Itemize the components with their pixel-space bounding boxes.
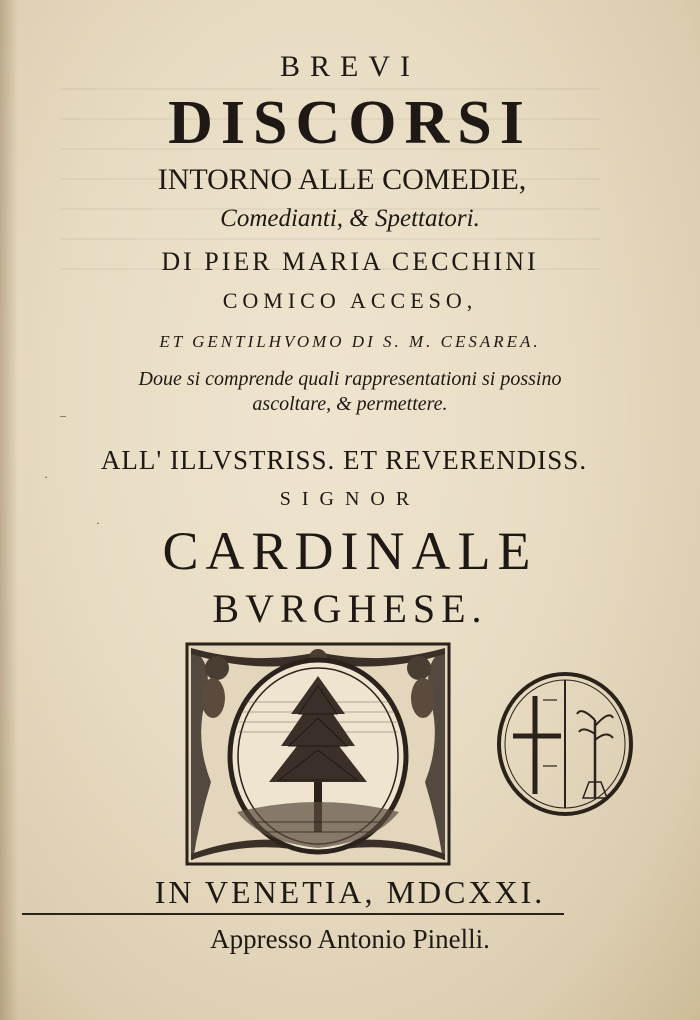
imprint-rule <box>22 913 564 915</box>
ink-speck: – <box>60 408 66 422</box>
title-line-brevi: BREVI <box>280 50 420 83</box>
description-line-2: ascoltare, & permettere. <box>252 393 448 415</box>
imprint-printer: Appresso Antonio Pinelli. <box>210 924 490 954</box>
woodcut-tree-device <box>185 642 451 866</box>
author-title: COMICO ACCESO, <box>222 288 478 313</box>
description-line-1: Doue si comprende quali rappresentationi si possino <box>138 368 562 390</box>
author-rank: ET GENTILHVOMO DI S. M. CESAREA. <box>159 332 541 351</box>
subtitle-line-comedie: INTORNO ALLE COMEDIE, <box>157 163 527 196</box>
author-name: DI PIER MARIA CECCHINI <box>161 247 539 276</box>
dedicatee-burghese: BVRGHESE. <box>212 586 488 631</box>
title-line-discorsi: DISCORSI <box>168 89 532 157</box>
ink-speck: · <box>44 470 48 484</box>
ink-speck: · <box>96 516 100 530</box>
library-stamp <box>495 670 635 818</box>
dedicatee-cardinale: CARDINALE <box>162 521 538 581</box>
dedication-line: ALL' ILLVSTRISS. ET REVERENDISS. <box>100 445 588 475</box>
imprint-place-date: IN VENETIA, MDCXXI. <box>154 874 546 910</box>
dedication-signor: SIGNOR <box>279 488 421 510</box>
subtitle-line-comedianti: Comedianti, & Spettatori. <box>220 205 480 232</box>
